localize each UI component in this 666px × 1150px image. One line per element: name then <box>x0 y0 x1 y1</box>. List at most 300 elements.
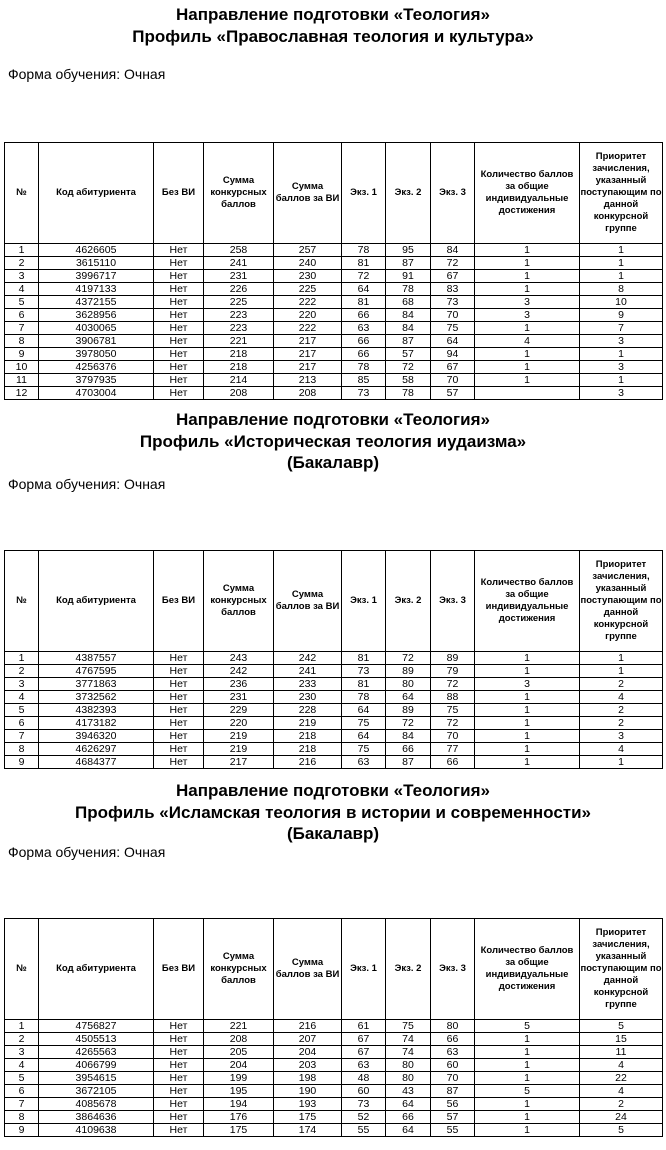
column-header: Экз. 3 <box>431 143 475 244</box>
table-cell: 61 <box>342 1020 386 1033</box>
table-cell: 87 <box>386 257 431 270</box>
table-cell: 198 <box>274 1072 342 1085</box>
table-cell: 1 <box>475 322 580 335</box>
table-cell: 4684377 <box>39 756 154 769</box>
applicants-table <box>4 918 663 1137</box>
table-cell: 4 <box>5 691 39 704</box>
table-cell: 3672105 <box>39 1085 154 1098</box>
table-cell: 43 <box>386 1085 431 1098</box>
section-title-line: Направление подготовки «Теология» <box>176 781 490 800</box>
table-cell: 231 <box>204 270 274 283</box>
table-cell: 3 <box>475 296 580 309</box>
table-cell <box>475 387 580 400</box>
table-cell: 204 <box>204 1059 274 1072</box>
table-cell: 217 <box>274 335 342 348</box>
table-cell: 1 <box>475 1124 580 1137</box>
table-cell: Нет <box>154 335 204 348</box>
table-cell: 81 <box>342 652 386 665</box>
table-cell: Нет <box>154 704 204 717</box>
table-cell: 75 <box>431 704 475 717</box>
table-cell: Нет <box>154 691 204 704</box>
table-cell: 190 <box>274 1085 342 1098</box>
table-cell: 67 <box>431 361 475 374</box>
table-cell: Нет <box>154 270 204 283</box>
table-cell: 72 <box>342 270 386 283</box>
table-row <box>5 1072 663 1085</box>
table-cell: 1 <box>475 652 580 665</box>
table-row <box>5 652 663 665</box>
table-cell: Нет <box>154 717 204 730</box>
table-cell: 64 <box>431 335 475 348</box>
table-cell: 1 <box>5 1020 39 1033</box>
table-cell: 70 <box>431 309 475 322</box>
table-cell: 22 <box>580 1072 663 1085</box>
table-row <box>5 335 663 348</box>
table-cell: 55 <box>431 1124 475 1137</box>
table-cell: 73 <box>342 665 386 678</box>
table-cell: 67 <box>342 1046 386 1059</box>
table-cell: 220 <box>274 309 342 322</box>
table-cell: 175 <box>204 1124 274 1137</box>
table-cell: 5 <box>580 1124 663 1137</box>
table-cell: 4197133 <box>39 283 154 296</box>
table-cell: 3954615 <box>39 1072 154 1085</box>
table-row <box>5 257 663 270</box>
column-header: Код абитуриента <box>39 143 154 244</box>
table-cell: 75 <box>342 717 386 730</box>
table-cell: 3 <box>475 678 580 691</box>
table-cell: 1 <box>475 257 580 270</box>
table-header-row <box>5 919 663 1020</box>
table-cell: 203 <box>274 1059 342 1072</box>
table-row <box>5 717 663 730</box>
table-cell: 73 <box>342 1098 386 1111</box>
table-cell: 6 <box>5 1085 39 1098</box>
table-cell: 10 <box>580 296 663 309</box>
column-header: Сумма баллов за ВИ <box>274 919 342 1020</box>
table-cell: 57 <box>431 387 475 400</box>
table-cell: Нет <box>154 743 204 756</box>
column-header: Сумма баллов за ВИ <box>274 551 342 652</box>
table-cell: Нет <box>154 322 204 335</box>
table-cell: 3864636 <box>39 1111 154 1124</box>
table-cell: 4 <box>475 335 580 348</box>
table-cell: 5 <box>5 704 39 717</box>
table-cell: 4756827 <box>39 1020 154 1033</box>
table-cell: Нет <box>154 756 204 769</box>
table-cell: 1 <box>5 244 39 257</box>
table-cell: 94 <box>431 348 475 361</box>
table-cell: 78 <box>386 387 431 400</box>
table-cell: Нет <box>154 374 204 387</box>
table-cell: 72 <box>386 652 431 665</box>
table-cell: 1 <box>475 1072 580 1085</box>
table-cell: 81 <box>342 296 386 309</box>
table-cell: Нет <box>154 296 204 309</box>
table-cell: 257 <box>274 244 342 257</box>
table-cell: 258 <box>204 244 274 257</box>
column-header: Количество баллов за общие индивидуальные достижения <box>475 143 580 244</box>
table-cell: 89 <box>386 704 431 717</box>
table-cell: 8 <box>5 335 39 348</box>
table-cell: Нет <box>154 1111 204 1124</box>
table-row <box>5 1085 663 1098</box>
column-header: Сумма конкурсных баллов <box>204 143 274 244</box>
table-row <box>5 1046 663 1059</box>
table-cell: 236 <box>204 678 274 691</box>
table-cell: 1 <box>475 717 580 730</box>
column-header: Количество баллов за общие индивидуальные достижения <box>475 551 580 652</box>
table-cell: 233 <box>274 678 342 691</box>
table-cell: 1 <box>580 348 663 361</box>
table-cell: 199 <box>204 1072 274 1085</box>
table-cell: 4066799 <box>39 1059 154 1072</box>
table-cell: 9 <box>580 309 663 322</box>
table-row <box>5 374 663 387</box>
column-header: № <box>5 919 39 1020</box>
table-cell: 221 <box>204 335 274 348</box>
table-cell: 1 <box>475 756 580 769</box>
table-cell: 216 <box>274 756 342 769</box>
table-cell: 3978050 <box>39 348 154 361</box>
table-cell: 4 <box>580 1059 663 1072</box>
table-cell: 5 <box>5 296 39 309</box>
table-cell: Нет <box>154 309 204 322</box>
table-cell: 67 <box>431 270 475 283</box>
table-cell: Нет <box>154 730 204 743</box>
table-cell: 66 <box>342 335 386 348</box>
table-cell: Нет <box>154 652 204 665</box>
column-header: Экз. 2 <box>386 143 431 244</box>
table-cell: 5 <box>475 1085 580 1098</box>
table-row <box>5 387 663 400</box>
table-cell: 7 <box>580 322 663 335</box>
table-row <box>5 743 663 756</box>
table-cell: 3797935 <box>39 374 154 387</box>
table-cell: 204 <box>274 1046 342 1059</box>
table-cell: 230 <box>274 691 342 704</box>
table-cell: Нет <box>154 1124 204 1137</box>
table-cell: 3 <box>580 335 663 348</box>
table-cell: 66 <box>431 1033 475 1046</box>
table-cell: 9 <box>5 1124 39 1137</box>
table-cell: 221 <box>204 1020 274 1033</box>
table-cell: 66 <box>386 1111 431 1124</box>
table-cell: 1 <box>475 1033 580 1046</box>
column-header: Экз. 1 <box>342 143 386 244</box>
column-header: Приоритет зачисления, указанный поступающим по данной конкурсной группе <box>580 143 663 244</box>
column-header: Без ВИ <box>154 551 204 652</box>
table-cell: Нет <box>154 387 204 400</box>
table-cell: 4626605 <box>39 244 154 257</box>
table-cell: 230 <box>274 270 342 283</box>
table-cell: 78 <box>386 283 431 296</box>
table-cell: 240 <box>274 257 342 270</box>
table-cell: 3996717 <box>39 270 154 283</box>
table-cell: 217 <box>274 348 342 361</box>
table-cell: 7 <box>5 730 39 743</box>
column-header: Экз. 2 <box>386 919 431 1020</box>
table-cell: 218 <box>204 348 274 361</box>
table-cell: 89 <box>386 665 431 678</box>
table-cell: 3 <box>475 309 580 322</box>
table-cell: 218 <box>204 361 274 374</box>
table-row <box>5 1098 663 1111</box>
table-cell: 56 <box>431 1098 475 1111</box>
table-cell: 2 <box>580 1098 663 1111</box>
table-cell: 4387557 <box>39 652 154 665</box>
section-title-line: Направление подготовки «Теология» <box>176 410 490 429</box>
table-cell: Нет <box>154 678 204 691</box>
table-row <box>5 283 663 296</box>
table-cell: 3615110 <box>39 257 154 270</box>
table-cell: 175 <box>274 1111 342 1124</box>
table-cell: 80 <box>386 1059 431 1072</box>
table-cell: 95 <box>386 244 431 257</box>
table-cell: 1 <box>475 270 580 283</box>
table-cell: 75 <box>386 1020 431 1033</box>
table-cell: 78 <box>342 244 386 257</box>
table-cell: 74 <box>386 1033 431 1046</box>
table-cell: Нет <box>154 1033 204 1046</box>
column-header: Экз. 2 <box>386 551 431 652</box>
table-cell: 81 <box>342 678 386 691</box>
column-header: Экз. 3 <box>431 919 475 1020</box>
table-cell: 73 <box>342 387 386 400</box>
table-cell: 64 <box>386 1098 431 1111</box>
table-cell: 214 <box>204 374 274 387</box>
table-cell: 1 <box>580 244 663 257</box>
column-header: Приоритет зачисления, указанный поступающим по данной конкурсной группе <box>580 551 663 652</box>
table-cell: Нет <box>154 1072 204 1085</box>
table-header-row <box>5 143 663 244</box>
table-cell: Нет <box>154 1046 204 1059</box>
column-header: Количество баллов за общие индивидуальные достижения <box>475 919 580 1020</box>
study-form-label: Форма обучения: Очная <box>8 844 166 860</box>
table-cell: 79 <box>431 665 475 678</box>
table-row <box>5 704 663 717</box>
table-cell: 1 <box>475 361 580 374</box>
table-cell: Нет <box>154 244 204 257</box>
table-cell: 11 <box>580 1046 663 1059</box>
column-header: Экз. 1 <box>342 551 386 652</box>
table-cell: 4626297 <box>39 743 154 756</box>
table-cell: 66 <box>386 743 431 756</box>
table-cell: 3 <box>5 1046 39 1059</box>
table-cell: 75 <box>431 322 475 335</box>
table-cell: 9 <box>5 348 39 361</box>
section-title-line: (Бакалавр) <box>286 824 380 843</box>
table-cell: 2 <box>580 717 663 730</box>
table-cell: 63 <box>431 1046 475 1059</box>
table-cell: Нет <box>154 283 204 296</box>
table-row <box>5 678 663 691</box>
table-cell: 63 <box>342 1059 386 1072</box>
table-row <box>5 361 663 374</box>
table-cell: 4382393 <box>39 704 154 717</box>
table-cell: 243 <box>204 652 274 665</box>
table-cell: 1 <box>580 270 663 283</box>
column-header: Без ВИ <box>154 919 204 1020</box>
table-cell: 87 <box>431 1085 475 1098</box>
table-cell: 5 <box>580 1020 663 1033</box>
table-cell: 1 <box>475 665 580 678</box>
table-cell: 176 <box>204 1111 274 1124</box>
table-cell: 222 <box>274 322 342 335</box>
table-cell: 72 <box>431 678 475 691</box>
table-cell: 194 <box>204 1098 274 1111</box>
table-cell: 217 <box>204 756 274 769</box>
table-cell: 1 <box>580 257 663 270</box>
table-cell: 80 <box>386 678 431 691</box>
applicants-table <box>4 550 663 769</box>
table-cell: 193 <box>274 1098 342 1111</box>
column-header: Сумма баллов за ВИ <box>274 143 342 244</box>
table-cell: 1 <box>475 704 580 717</box>
table-cell: 1 <box>475 244 580 257</box>
table-row <box>5 270 663 283</box>
table-cell: 1 <box>475 743 580 756</box>
column-header: Без ВИ <box>154 143 204 244</box>
table-cell: 52 <box>342 1111 386 1124</box>
table-cell: 87 <box>386 756 431 769</box>
table-cell: 83 <box>431 283 475 296</box>
table-cell: 85 <box>342 374 386 387</box>
table-cell: 72 <box>431 717 475 730</box>
table-cell: 81 <box>342 257 386 270</box>
table-cell: 219 <box>274 717 342 730</box>
table-row <box>5 309 663 322</box>
table-cell: 3906781 <box>39 335 154 348</box>
table-cell: 231 <box>204 691 274 704</box>
table-cell: 74 <box>386 1046 431 1059</box>
column-header: № <box>5 143 39 244</box>
table-cell: 72 <box>431 257 475 270</box>
table-cell: 223 <box>204 309 274 322</box>
table-cell: 4030065 <box>39 322 154 335</box>
table-cell: 64 <box>342 283 386 296</box>
table-cell: 1 <box>475 283 580 296</box>
table-cell: Нет <box>154 1020 204 1033</box>
table-cell: 225 <box>274 283 342 296</box>
table-cell: 1 <box>580 665 663 678</box>
applicants-table <box>4 142 663 400</box>
table-cell: 63 <box>342 322 386 335</box>
table-cell: 3 <box>5 678 39 691</box>
table-cell: 55 <box>342 1124 386 1137</box>
table-row <box>5 691 663 704</box>
table-cell: 70 <box>431 374 475 387</box>
table-cell: 1 <box>580 756 663 769</box>
section-title-line: Профиль «Православная теология и культура» <box>132 26 534 46</box>
table-cell: Нет <box>154 348 204 361</box>
table-cell: 216 <box>274 1020 342 1033</box>
section-title-line: Профиль «Историческая теология иудаизма» <box>139 431 527 451</box>
table-cell: 2 <box>580 678 663 691</box>
table-cell: 67 <box>342 1033 386 1046</box>
section-title-line: Профиль «Исламская теология в истории и современности» <box>74 802 592 822</box>
table-cell: 208 <box>204 1033 274 1046</box>
table-cell: 4 <box>580 743 663 756</box>
table-row <box>5 1033 663 1046</box>
table-cell: 8 <box>580 283 663 296</box>
table-cell: 219 <box>204 730 274 743</box>
table-row <box>5 348 663 361</box>
table-cell: 225 <box>204 296 274 309</box>
table-cell: 8 <box>5 1111 39 1124</box>
table-cell: 4372155 <box>39 296 154 309</box>
table-cell: 75 <box>342 743 386 756</box>
table-cell: 208 <box>204 387 274 400</box>
table-cell: 78 <box>342 361 386 374</box>
table-cell: 80 <box>431 1020 475 1033</box>
table-cell: 11 <box>5 374 39 387</box>
table-cell: 84 <box>386 309 431 322</box>
table-cell: 2 <box>5 257 39 270</box>
table-cell: 88 <box>431 691 475 704</box>
study-form-label: Форма обучения: Очная <box>8 66 166 82</box>
table-cell: 8 <box>5 743 39 756</box>
table-cell: 4256376 <box>39 361 154 374</box>
table-cell: 57 <box>431 1111 475 1124</box>
table-cell: 218 <box>274 730 342 743</box>
table-cell: 24 <box>580 1111 663 1124</box>
table-cell: 4 <box>580 1085 663 1098</box>
table-cell: 1 <box>580 374 663 387</box>
table-cell: 1 <box>475 730 580 743</box>
table-cell: 63 <box>342 756 386 769</box>
table-cell: 7 <box>5 1098 39 1111</box>
table-cell: 4265563 <box>39 1046 154 1059</box>
table-cell: 195 <box>204 1085 274 1098</box>
table-cell: 3628956 <box>39 309 154 322</box>
table-cell: 4 <box>5 283 39 296</box>
table-cell: 6 <box>5 717 39 730</box>
table-cell: 89 <box>431 652 475 665</box>
table-cell: 4505513 <box>39 1033 154 1046</box>
table-cell: 241 <box>204 257 274 270</box>
column-header: Сумма конкурсных баллов <box>204 551 274 652</box>
table-cell: 3771863 <box>39 678 154 691</box>
table-cell: Нет <box>154 361 204 374</box>
table-cell: 12 <box>5 387 39 400</box>
table-cell: 60 <box>342 1085 386 1098</box>
table-cell: 64 <box>386 691 431 704</box>
table-cell: 9 <box>5 756 39 769</box>
table-cell: 208 <box>274 387 342 400</box>
table-cell: 1 <box>475 691 580 704</box>
table-cell: 4 <box>580 691 663 704</box>
table-cell: 242 <box>204 665 274 678</box>
table-cell: 70 <box>431 1072 475 1085</box>
table-cell: 2 <box>5 665 39 678</box>
table-cell: 3732562 <box>39 691 154 704</box>
table-cell: 72 <box>386 717 431 730</box>
table-cell: 84 <box>386 322 431 335</box>
table-cell: 1 <box>5 652 39 665</box>
table-cell: 87 <box>386 335 431 348</box>
table-cell: 72 <box>386 361 431 374</box>
table-cell: 1 <box>475 1046 580 1059</box>
table-cell: 68 <box>386 296 431 309</box>
table-cell: 64 <box>342 704 386 717</box>
table-cell: 222 <box>274 296 342 309</box>
table-header-row <box>5 551 663 652</box>
table-cell: 10 <box>5 361 39 374</box>
table-cell: 223 <box>204 322 274 335</box>
table-cell: 213 <box>274 374 342 387</box>
table-cell: 2 <box>5 1033 39 1046</box>
